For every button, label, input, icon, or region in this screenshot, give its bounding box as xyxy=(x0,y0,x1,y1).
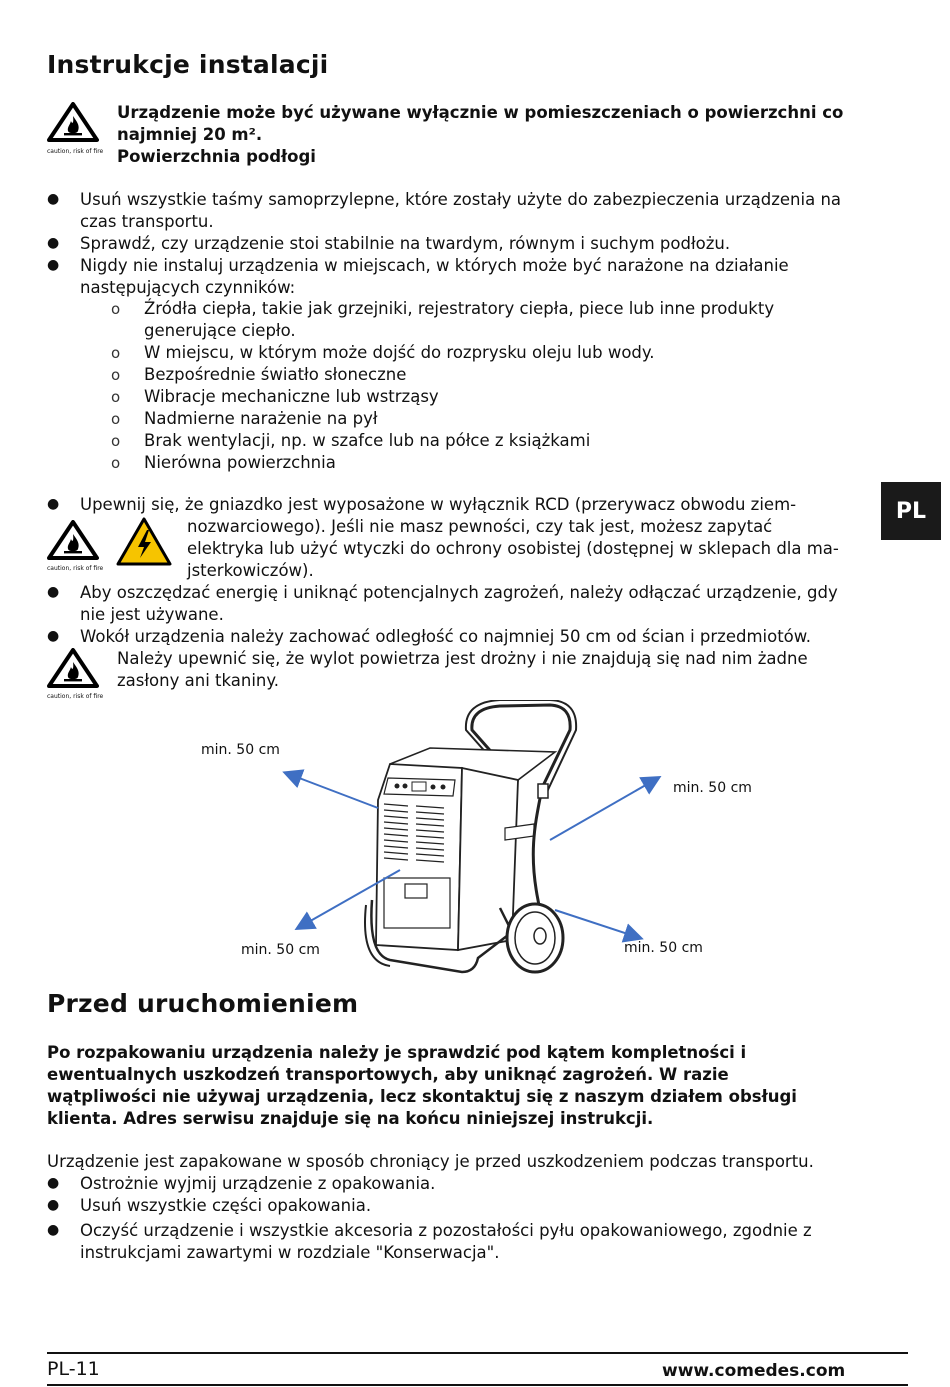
list-item: Ostrożnie wyjmij urządzenie z opakowania. xyxy=(80,1174,436,1193)
clearance-label-bottom-right: min. 50 cm xyxy=(624,940,703,956)
warning-line-2: najmniej 20 m². xyxy=(117,125,263,144)
rcd-line-4: jsterkowiczów). xyxy=(187,561,314,580)
bullet-circle: o xyxy=(111,300,121,318)
bullet-dot: ● xyxy=(47,1222,60,1238)
section-title-before-start: Przed uruchomieniem xyxy=(47,989,359,1018)
bullet-dot: ● xyxy=(47,584,60,600)
sub-list-item: Bezpośrednie światło słoneczne xyxy=(144,365,407,384)
sub-list-item: generujące ciepło. xyxy=(144,321,296,340)
sub-list-item: W miejscu, w którym może dojść do rozprysku oleju lub wody. xyxy=(144,343,655,362)
sub-list-item: Nierówna powierzchnia xyxy=(144,453,336,472)
dehumidifier-illustration xyxy=(200,700,760,980)
list-item: Wokół urządzenia należy zachować odległość co najmniej 50 cm od ścian i przedmiotów. xyxy=(80,627,811,646)
sub-list-item: Brak wentylacji, np. w szafce lub na półce z książkami xyxy=(144,431,591,450)
rcd-line-1: Upewnij się, że gniazdko jest wyposażone w wyłącznik RCD (przerywacz obwodu ziem- xyxy=(80,495,797,514)
footer-rule-top xyxy=(47,1352,908,1354)
bullet-dot: ● xyxy=(47,1197,60,1213)
list-item: nie jest używane. xyxy=(80,605,224,624)
sub-list-item: Wibracje mechaniczne lub wstrząsy xyxy=(144,387,439,406)
icon-caption: caution, risk of fire xyxy=(47,148,104,155)
icon-caption: caution, risk of fire xyxy=(47,565,104,572)
bullet-dot: ● xyxy=(47,1175,60,1191)
bold-para-line: Po rozpakowaniu urządzenia należy je sprawdzić pod kątem kompletności i xyxy=(47,1043,747,1062)
icon-caption: caution, risk of fire xyxy=(47,693,104,700)
list-item: Aby oszczędzać energię i uniknąć potencjalnych zagrożeń, należy odłączać urządzenie, gdy xyxy=(80,583,838,602)
bullet-circle: o xyxy=(111,454,121,472)
list-item: Oczyść urządzenie i wszystkie akcesoria z pozostałości pyłu opakowaniowego, zgodnie z xyxy=(80,1221,812,1240)
list-item: Nigdy nie instaluj urządzenia w miejscach, w których może być narażone na działanie xyxy=(80,256,789,275)
list-item: instrukcjami zawartymi w rozdziale "Konserwacja". xyxy=(80,1243,500,1262)
clearance-label-top-right: min. 50 cm xyxy=(673,780,752,796)
sub-list-item: Źródła ciepła, takie jak grzejniki, rejestratory ciepła, piece lub inne produkty xyxy=(144,299,775,318)
clearance-label-bottom-left: min. 50 cm xyxy=(241,942,320,958)
fire-warning-icon xyxy=(47,648,99,694)
airflow-line-2: zasłony ani tkaniny. xyxy=(117,671,280,690)
list-item: Sprawdź, czy urządzenie stoi stabilnie na twardym, równym i suchym podłożu. xyxy=(80,234,731,253)
bullet-dot: ● xyxy=(47,496,60,512)
list-item: następujących czynników: xyxy=(80,278,296,297)
airflow-line-1: Należy upewnić się, że wylot powietrza jest drożny i nie znajdują się nad nim żadne xyxy=(117,649,808,668)
footer-rule-bottom xyxy=(47,1384,908,1386)
sub-list-item: Nadmierne narażenie na pył xyxy=(144,409,378,428)
page-number: PL-11 xyxy=(47,1358,100,1380)
rcd-line-3: elektryka lub użyć wtyczki do ochrony osobistej (dostępnej w sklepach dla ma- xyxy=(187,539,839,558)
warning-line-3: Powierzchnia podłogi xyxy=(117,147,316,166)
bullet-circle: o xyxy=(111,366,121,384)
bold-para-line: wątpliwości nie używaj urządzenia, lecz skontaktuj się z naszym działem obsługi xyxy=(47,1087,797,1106)
language-tab: PL xyxy=(881,482,941,540)
rcd-line-2: nozwarciowego). Jeśli nie masz pewności, czy tak jest, możesz zapytać xyxy=(187,517,773,536)
list-item: Usuń wszystkie części opakowania. xyxy=(80,1196,372,1215)
footer-website: www.comedes.com xyxy=(662,1361,846,1381)
bullet-dot: ● xyxy=(47,257,60,273)
bullet-dot: ● xyxy=(47,628,60,644)
bullet-circle: o xyxy=(111,410,121,428)
section-title-installation: Instrukcje instalacji xyxy=(47,50,329,79)
bold-para-line: ewentualnych uszkodzeń transportowych, aby uniknąć zagrożeń. W razie xyxy=(47,1065,729,1084)
list-item: czas transportu. xyxy=(80,212,214,231)
bullet-circle: o xyxy=(111,344,121,362)
warning-line-1: Urządzenie może być używane wyłącznie w pomieszczeniach o powierzchni co xyxy=(117,103,844,122)
bullet-circle: o xyxy=(111,388,121,406)
clearance-label-top-left: min. 50 cm xyxy=(201,742,280,758)
bullet-dot: ● xyxy=(47,235,60,251)
clearance-figure xyxy=(200,700,760,980)
list-item: Usuń wszystkie taśmy samoprzylepne, które zostały użyte do zabezpieczenia urządzenia na xyxy=(80,190,842,209)
bold-para-line: klienta. Adres serwisu znajduje się na końcu niniejszej instrukcji. xyxy=(47,1109,654,1128)
electric-hazard-icon xyxy=(115,516,173,568)
bullet-dot: ● xyxy=(47,191,60,207)
fire-warning-icon xyxy=(47,520,99,566)
bullet-circle: o xyxy=(111,432,121,450)
intro-text: Urządzenie jest zapakowane w sposób chroniący je przed uszkodzeniem podczas transportu. xyxy=(47,1152,814,1171)
fire-warning-icon xyxy=(47,102,99,148)
